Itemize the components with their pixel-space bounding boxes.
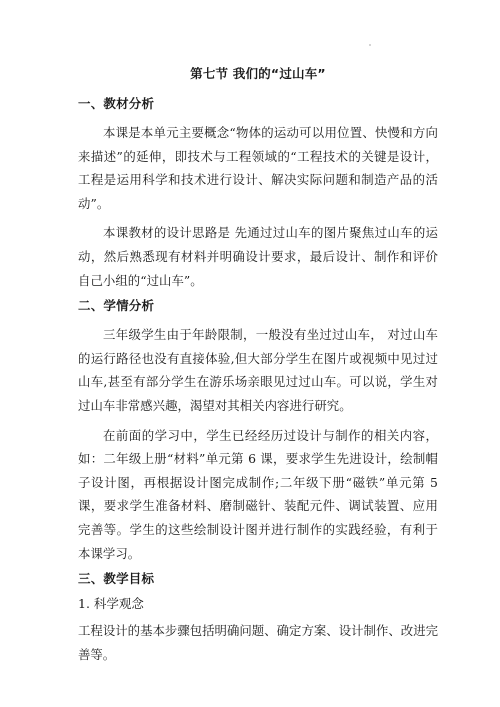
paragraph-textbook-2: 本课教材的设计思路是 先通过过山车的图片聚焦过山车的运动，然后熟悉现有材料并明确设计要求，最后设计、制作和评价自己小组的“过山车”。 (78, 225, 438, 288)
subheading-science-concept: 1. 科学观念 (78, 596, 144, 612)
paragraph-science-concept: 工程设计的基本步骤包括明确问题、确定方案、设计制作、改进完善等。 (78, 623, 438, 662)
section-heading-textbook-analysis: 一、教材分析 (78, 96, 155, 111)
paragraph-textbook-1: 本课是本单元主要概念“物体的运动可以用位置、快慢和方向来描述”的延伸，即技术与工程领域的“工程技术的关键是设计，工程是运用科学和技术进行设计、解决实际问题和制造产品的活动”。 (78, 125, 438, 211)
section-heading-teaching-goals: 三、教学目标 (78, 571, 155, 587)
lesson-title: 第七节 我们的“过山车” (190, 66, 326, 81)
scan-dot (369, 44, 371, 46)
paragraph-student-2: 在前面的学习中，学生已经经历过设计与制作的相关内容，如：二年级上册“材料”单元第 6 课，要求学生先进设计，绘制帽子设计图，再根据设计图完成制作;二年级下册“磁铁”单元第 5 课，要求学生准备材料、磨制磁针、装配元件、调试装置、应用完善等。学生的这些绘制设计图并进行制作的实践经验，有利于本课学习。 (78, 427, 438, 561)
paragraph-student-1: 三年级学生由于年龄限制，一般没有坐过过山车， 对过山车的运行路径也没有直接体验,但大部分学生在图片或视频中见过过山车,甚至有部分学生在游乐场亲眼见过过山车。可以说，学生对过山车非常感兴趣，渴望对其相关内容进行研究。 (78, 327, 438, 413)
section-heading-student-analysis: 二、学情分析 (78, 298, 155, 314)
